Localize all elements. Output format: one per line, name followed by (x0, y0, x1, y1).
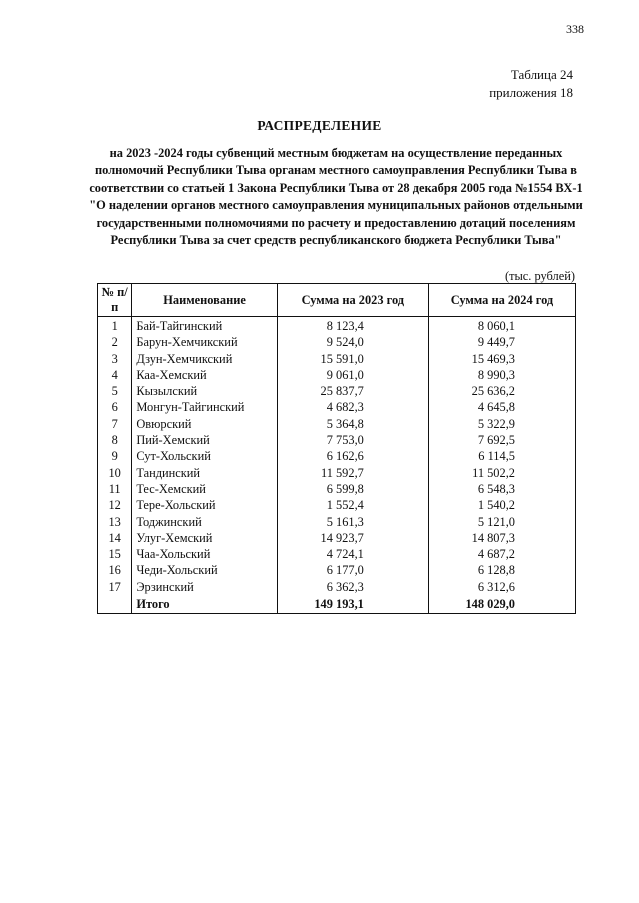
row-sum-2023: 5 161,3 (277, 514, 428, 530)
row-sum-2024: 11 502,2 (428, 465, 575, 481)
units-note: (тыс. рублей) (504, 269, 575, 283)
row-number: 3 (98, 351, 132, 367)
table-row (98, 530, 576, 546)
row-number: 1 (98, 317, 132, 335)
table-row (98, 465, 576, 481)
row-name: Монгун-Тайгинский (132, 399, 277, 415)
row-sum-2023: 4 682,3 (277, 399, 428, 415)
row-number: 12 (98, 497, 132, 513)
row-number: 5 (98, 383, 132, 399)
row-sum-2023: 8 123,4 (277, 317, 428, 335)
row-sum-2023: 15 591,0 (277, 351, 428, 367)
table-row (98, 481, 576, 497)
row-sum-2023: 6 162,6 (277, 448, 428, 464)
table-row (98, 334, 576, 350)
row-number: 15 (98, 546, 132, 562)
row-sum-2024: 6 548,3 (428, 481, 575, 497)
table-row (98, 383, 576, 399)
row-sum-2024: 1 540,2 (428, 497, 575, 513)
table-row (98, 562, 576, 578)
row-number: 13 (98, 514, 132, 530)
row-sum-2024: 6 128,8 (428, 562, 575, 578)
row-sum-2024: 4 645,8 (428, 399, 575, 415)
row-name: Каа-Хемский (132, 367, 277, 383)
row-sum-2023: 14 923,7 (277, 530, 428, 546)
document-title: РАСПРЕДЕЛЕНИЕ (257, 118, 382, 133)
row-number: 17 (98, 579, 132, 595)
table-row (98, 497, 576, 513)
table-row (98, 317, 576, 335)
table-row (98, 416, 576, 432)
row-name: Пий-Хемский (132, 432, 277, 448)
row-name: Тес-Хемский (132, 481, 277, 497)
row-sum-2024: 14 807,3 (428, 530, 575, 546)
row-sum-2024: 6 114,5 (428, 448, 575, 464)
header-sum-2023: Сумма на 2023 год (277, 284, 428, 317)
row-number: 9 (98, 448, 132, 464)
row-sum-2023: 7 753,0 (277, 432, 428, 448)
row-sum-2024: 6 312,6 (428, 579, 575, 595)
row-number: 16 (98, 562, 132, 578)
row-name: Улуг-Хемский (132, 530, 277, 546)
row-name: Сут-Хольский (132, 448, 277, 464)
row-sum-2024: 8 060,1 (428, 317, 575, 335)
total-sum-2024: 148 029,0 (428, 595, 575, 614)
row-sum-2024: 4 687,2 (428, 546, 575, 562)
table-total-row (98, 595, 576, 614)
row-sum-2023: 6 177,0 (277, 562, 428, 578)
row-name: Тоджинский (132, 514, 277, 530)
table-row (98, 448, 576, 464)
document-subtitle: на 2023 -2024 годы субвенций местным бюджетам на осуществление переданных полномочий Республики Тыва органам местного самоуправления Республики Тыва в соответствии со статьей 1 Закона Республики Тыва от 28 декабря 2005 года №1554 ВХ-1 "О наделении органов местного самоуправления муниципальных районов отдельными государственными полномочиями по расчету и предоставлению дотаций поселениям Республики Тыва за счет средств республиканского бюджета Республики Тыва" (89, 146, 583, 248)
row-number: 14 (98, 530, 132, 546)
header-number: № п/п (98, 284, 132, 317)
header-name: Наименование (132, 284, 277, 317)
row-sum-2024: 9 449,7 (428, 334, 575, 350)
row-sum-2024: 5 121,0 (428, 514, 575, 530)
row-name: Эрзинский (132, 579, 277, 595)
row-number: 8 (98, 432, 132, 448)
row-name: Тере-Хольский (132, 497, 277, 513)
row-sum-2023: 1 552,4 (277, 497, 428, 513)
row-name: Тандинский (132, 465, 277, 481)
table-row (98, 514, 576, 530)
row-sum-2024: 7 692,5 (428, 432, 575, 448)
row-sum-2023: 25 837,7 (277, 383, 428, 399)
distribution-table (97, 283, 576, 614)
row-name: Барун-Хемчикский (132, 334, 277, 350)
row-number: 7 (98, 416, 132, 432)
row-name: Овюрский (132, 416, 277, 432)
total-number (98, 595, 132, 614)
row-sum-2023: 11 592,7 (277, 465, 428, 481)
row-sum-2023: 9 061,0 (277, 367, 428, 383)
table-annex-reference (489, 66, 573, 102)
table-row (98, 432, 576, 448)
row-sum-2024: 15 469,3 (428, 351, 575, 367)
row-sum-2023: 6 362,3 (277, 579, 428, 595)
total-label: Итого (132, 595, 277, 614)
row-sum-2024: 5 322,9 (428, 416, 575, 432)
table-row (98, 367, 576, 383)
row-number: 11 (98, 481, 132, 497)
row-name: Чеди-Хольский (132, 562, 277, 578)
total-sum-2023: 149 193,1 (277, 595, 428, 614)
table-row (98, 546, 576, 562)
row-sum-2024: 25 636,2 (428, 383, 575, 399)
annex-appendix-number: приложения 18 (489, 85, 573, 100)
page-number: 338 (566, 22, 584, 36)
row-sum-2023: 6 599,8 (277, 481, 428, 497)
header-sum-2024: Сумма на 2024 год (428, 284, 575, 317)
table-header-row (98, 284, 576, 317)
table-row (98, 351, 576, 367)
row-name: Бай-Тайгинский (132, 317, 277, 335)
table-row (98, 399, 576, 415)
annex-table-number: Таблица 24 (510, 67, 573, 82)
row-number: 10 (98, 465, 132, 481)
row-name: Дзун-Хемчикский (132, 351, 277, 367)
row-sum-2024: 8 990,3 (428, 367, 575, 383)
table-row (98, 579, 576, 595)
row-name: Кызылский (132, 383, 277, 399)
row-name: Чаа-Хольский (132, 546, 277, 562)
row-sum-2023: 5 364,8 (277, 416, 428, 432)
row-sum-2023: 9 524,0 (277, 334, 428, 350)
row-sum-2023: 4 724,1 (277, 546, 428, 562)
row-number: 2 (98, 334, 132, 350)
row-number: 4 (98, 367, 132, 383)
row-number: 6 (98, 399, 132, 415)
